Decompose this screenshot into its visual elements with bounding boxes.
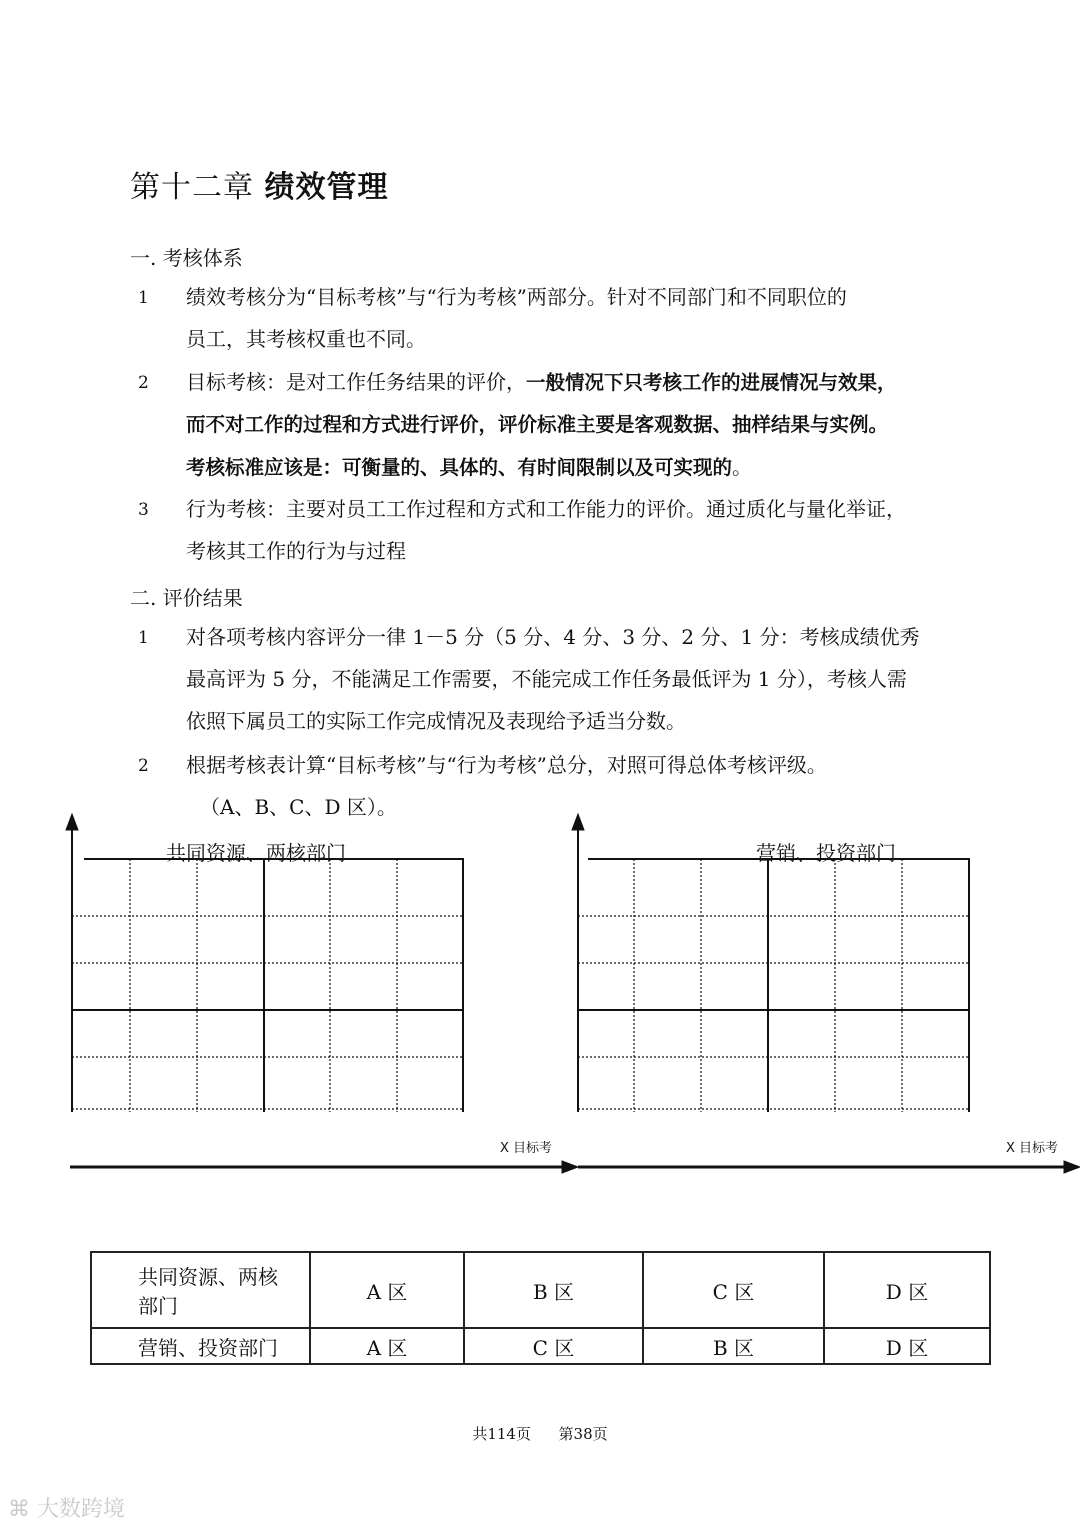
- chapter-prefix: 第十二章: [130, 170, 254, 205]
- section-heading-1: 一. 考核体系: [130, 246, 243, 270]
- normal-text: 目标考核：是对工作任务结果的评价，: [186, 370, 526, 394]
- paragraph-line: 行为考核：主要对员工工作过程和方式和工作能力的评价。通过质化与量化举证，: [186, 497, 906, 521]
- grid-left: [72, 859, 464, 1112]
- list-number: 2: [138, 373, 149, 393]
- table-cell: C 区: [464, 1328, 643, 1364]
- list-number: 1: [138, 628, 149, 648]
- bold-text: 一般情况下只考核工作的进展情况与效果，: [526, 371, 897, 394]
- x-axis-label-right: X 目标考: [1006, 1141, 1059, 1156]
- y-axis-arrow-left: [66, 814, 78, 830]
- list-number: 1: [138, 288, 149, 308]
- paragraph-line: 考核其工作的行为与过程: [186, 539, 406, 563]
- paragraph-line: 对各项考核内容评分一律 1－5 分（5 分、4 分、3 分、2 分、1 分：考核成绩优秀: [186, 625, 920, 649]
- table-cell: D 区: [824, 1252, 990, 1328]
- table-cell: B 区: [464, 1252, 643, 1328]
- paragraph-line: 员工，其考核权重也不同。: [186, 327, 426, 351]
- paragraph-line: 而不对工作的过程和方式进行评价，评价标准主要是客观数据、抽样结果与实例。: [186, 413, 889, 436]
- normal-text: 。: [732, 455, 753, 479]
- table-cell-dept: 营销、投资部门: [91, 1328, 310, 1364]
- watermark-text: 大数跨境: [37, 1497, 126, 1522]
- table-row: [91, 1252, 990, 1328]
- x-axis-arrow-left: [562, 1161, 578, 1173]
- bold-text: 考核标准应该是：可衡量的、具体的、有时间限制以及可实现的: [186, 456, 733, 479]
- watermark-logo-icon: ⌘: [8, 1497, 30, 1522]
- x-axis-label-left: X 目标考: [500, 1141, 553, 1156]
- paragraph-line: （A、B、C、D 区）。: [200, 795, 397, 819]
- page-footer: [0, 1423, 1080, 1444]
- table-cell: A 区: [310, 1328, 464, 1364]
- list-number: 2: [138, 756, 149, 776]
- grade-table: [90, 1251, 991, 1365]
- dept-line: 共同资源、两核: [138, 1265, 278, 1289]
- page-current: 第38页: [558, 1425, 608, 1443]
- table-cell: C 区: [643, 1252, 824, 1328]
- watermark: [8, 1492, 125, 1523]
- chapter-name: 绩效管理: [264, 170, 389, 205]
- table-cell: A 区: [310, 1252, 464, 1328]
- y-axis-arrow-right: [572, 814, 584, 830]
- table-cell: D 区: [824, 1328, 990, 1364]
- grid-right: [578, 859, 970, 1112]
- paragraph-line: 最高评为 5 分，不能满足工作需要，不能完成工作任务最低评为 1 分），考核人需: [186, 667, 907, 691]
- dept-line: 部门: [138, 1294, 178, 1318]
- paragraph-line: 依照下属员工的实际工作完成情况及表现给予适当分数。: [186, 709, 686, 733]
- section-heading-2: 二. 评价结果: [130, 586, 243, 610]
- table-cell: B 区: [643, 1328, 824, 1364]
- chart-title-left: 共同资源、两核部门: [166, 841, 346, 865]
- table-cell-dept: [91, 1252, 310, 1328]
- x-axis-arrow-right: [1064, 1161, 1080, 1173]
- chart-title-right: 营销、投资部门: [756, 841, 896, 865]
- page-total: 共114页: [472, 1425, 531, 1443]
- list-number: 3: [138, 500, 149, 520]
- paragraph-line: 绩效考核分为“目标考核”与“行为考核”两部分。针对不同部门和不同职位的: [186, 285, 847, 309]
- paragraph-line: 根据考核表计算“目标考核”与“行为考核”总分，对照可得总体考核评级。: [186, 753, 827, 777]
- table-row: [91, 1328, 990, 1364]
